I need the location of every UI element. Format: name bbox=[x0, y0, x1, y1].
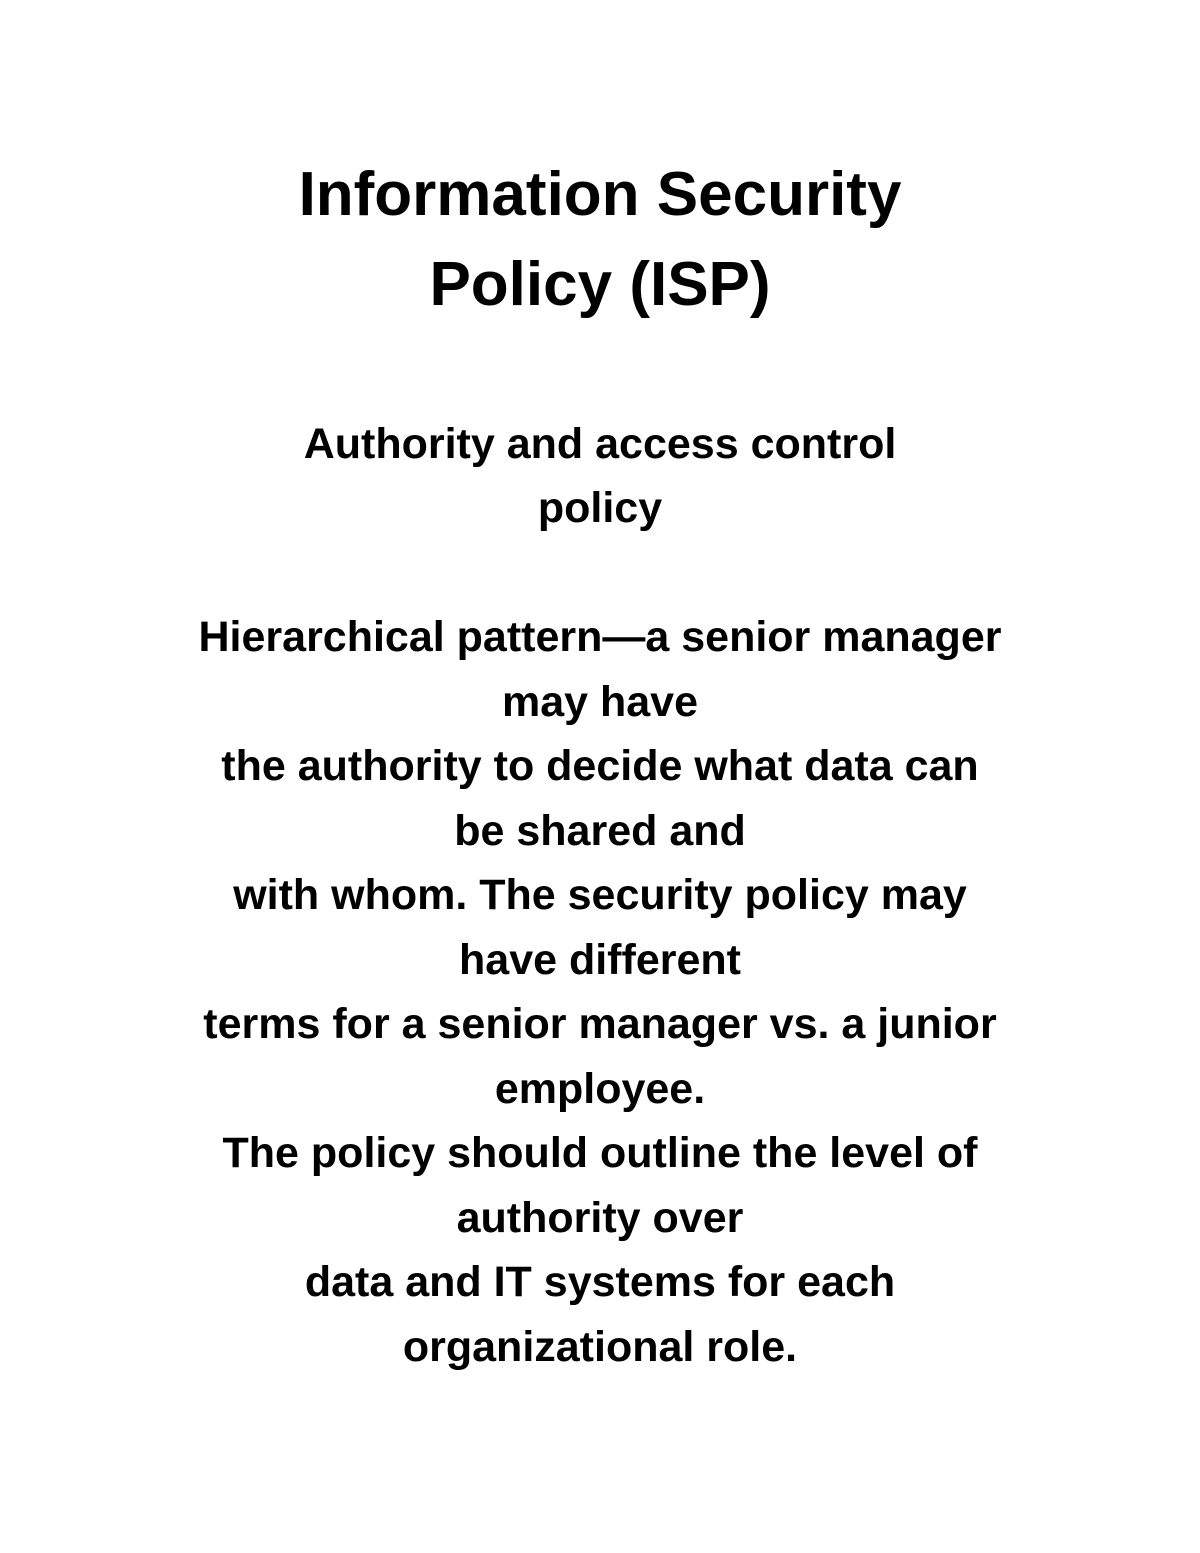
section-heading bbox=[0, 412, 1200, 540]
body-line: have different bbox=[459, 935, 741, 984]
body-line: with whom. The security policy may bbox=[233, 871, 967, 919]
body-line: the authority to decide what data can bbox=[221, 742, 979, 790]
body-text bbox=[0, 605, 1200, 1379]
body-line: organizational role. bbox=[402, 1322, 798, 1371]
body-line: be shared and bbox=[454, 806, 746, 855]
subtitle-line: Authority and access control bbox=[303, 420, 897, 468]
body-line: data and IT systems for each bbox=[304, 1258, 896, 1306]
title-line: Information Security bbox=[298, 160, 902, 229]
body-line: Hierarchical pattern—a senior manager bbox=[198, 613, 1002, 661]
body-line: employee. bbox=[494, 1064, 706, 1113]
subtitle-line: policy bbox=[537, 484, 663, 532]
title-line: Policy (ISP) bbox=[429, 250, 771, 319]
body-line: terms for a senior manager vs. a junior bbox=[203, 1000, 997, 1048]
body-line: The policy should outline the level of bbox=[222, 1129, 978, 1177]
page-title bbox=[0, 150, 1200, 330]
body-line: authority over bbox=[456, 1193, 744, 1242]
body-line: may have bbox=[501, 677, 699, 726]
